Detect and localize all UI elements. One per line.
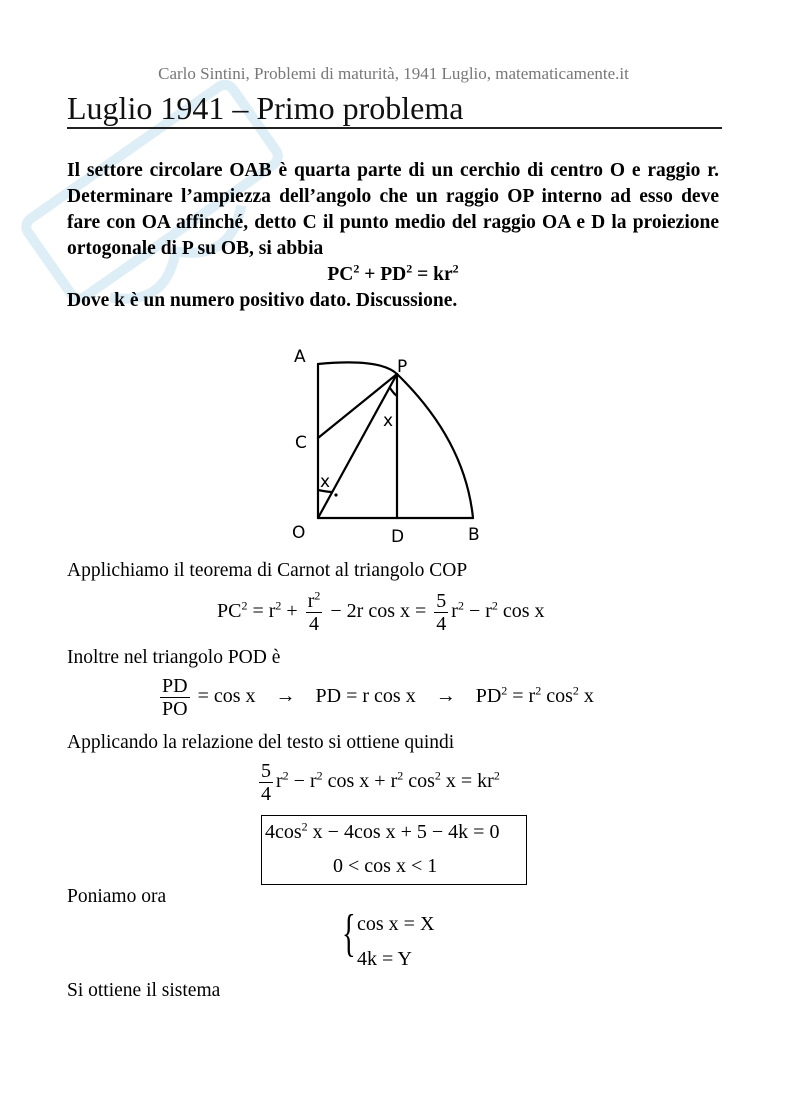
label-x-o: x (320, 472, 331, 492)
label-a: A (294, 347, 306, 367)
system-intro: Si ottiene il sistema (67, 980, 221, 1001)
boxed-line-2: 0 < cos x < 1 (333, 855, 438, 877)
pod-equation: $\frac{PD}{PO}$ = cos x → PD = r cos x → $PD^2 = r^2$ $\cos^2 x$ (162, 675, 594, 720)
relation-equation: $\frac{5}{4}$ $r^2 - r^2$ $\cos x + r^2$ $\cos^2 x = kr^2$ (261, 760, 500, 805)
geometry-figure (280, 340, 510, 550)
problem-equation: $PC^2 + PD^2 = kr^2$ (327, 261, 459, 285)
page-header: Carlo Sintini, Problemi di maturità, 1941 Luglio, matematicamente.it (158, 64, 629, 83)
label-x-p: x (383, 411, 394, 431)
label-p: P (397, 357, 408, 377)
boxed-line-1: $4\cos^2$ x − 4cos x + 5 − 4k = 0 (265, 819, 500, 843)
segment-op (318, 374, 397, 518)
pod-intro: Inoltre nel triangolo POD è (67, 647, 281, 668)
substitution-intro: Poniamo ora (67, 886, 167, 907)
relation-intro: Applicando la relazione del testo si ottiene quindi (67, 732, 455, 753)
title-divider (67, 127, 722, 129)
problem-text: Il settore circolare OAB è quarta parte di un cerchio di centro O e raggio r. Determinare l’ampiezza dell’angolo che un raggio OP interno ad esso deve fare con OA affinché, detto C il punto medio del raggio OA e D la proiezione ortogonale di P su OB, si abbia (67, 160, 719, 259)
carnot-equation: $PC^2 = r^2$ + $\frac{r^2}{4}$ − 2r cos x = $\frac{5}{4}$ $r^2 - r^2$ cos x (217, 588, 545, 635)
problem-statement (67, 158, 719, 314)
substitution-line-1: cos x = X (357, 913, 435, 935)
problem-closing: Dove k è un numero positivo dato. Discussione. (67, 290, 458, 311)
substitution-brace: { (342, 905, 356, 962)
substitution-line-2: 4k = Y (357, 948, 412, 970)
carnot-intro: Applichiamo il teorema di Carnot al triangolo COP (67, 560, 468, 581)
label-b: B (468, 525, 480, 545)
page-title: Luglio 1941 – Primo problema (67, 90, 464, 126)
label-c: C (295, 433, 307, 453)
label-d: D (391, 527, 405, 547)
arc-ab (318, 362, 473, 518)
label-o: O (292, 523, 306, 543)
angle-dot (334, 493, 337, 496)
